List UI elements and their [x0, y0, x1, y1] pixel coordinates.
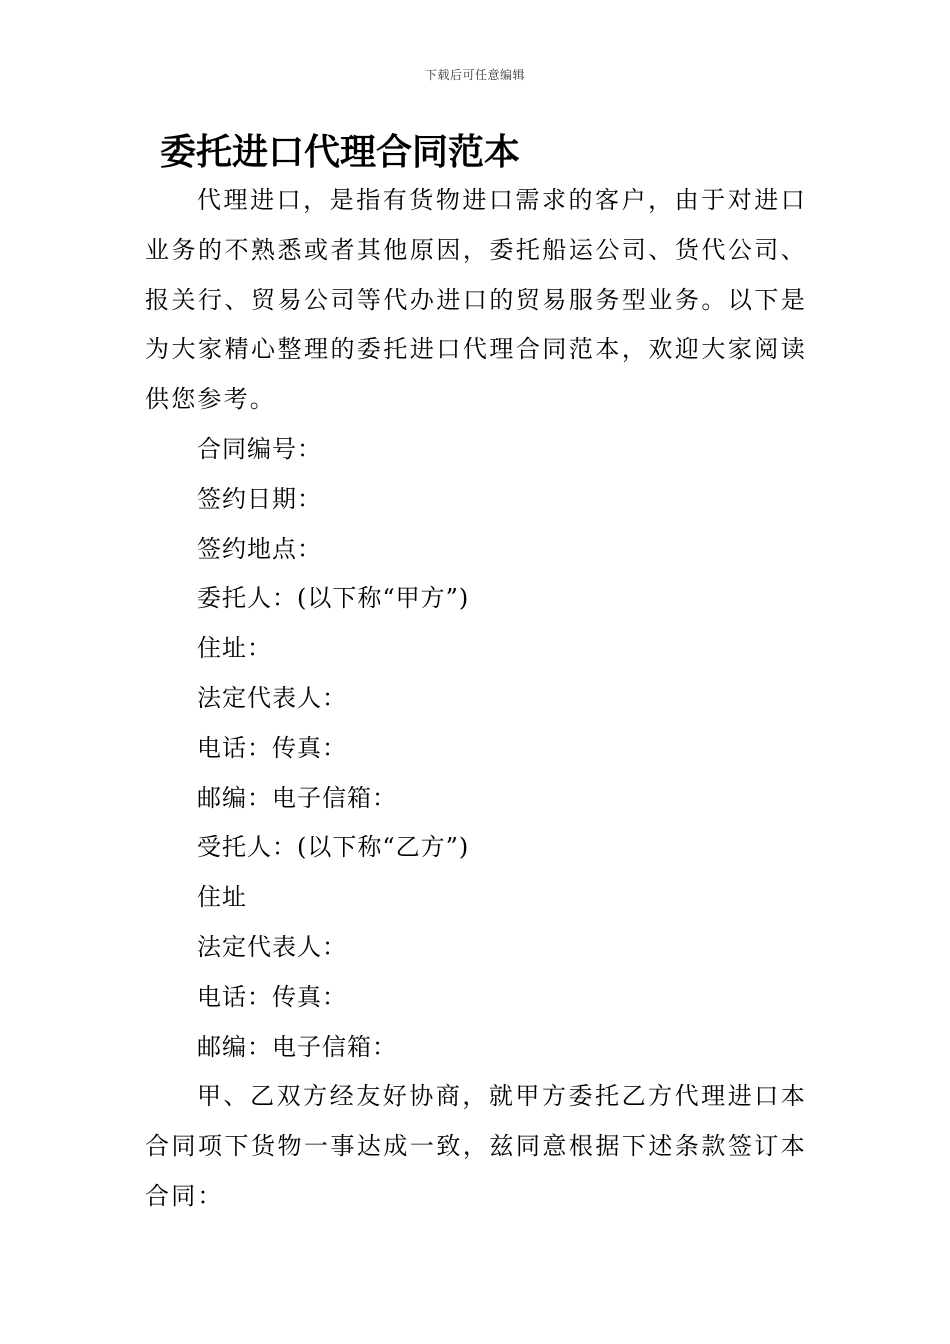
signing-date-field: 签约日期： — [197, 484, 322, 513]
principal-phone-fax-field: 电话：传真： — [197, 733, 347, 762]
agent-legal-rep-field: 法定代表人： — [197, 932, 347, 961]
principal-legal-rep-field: 法定代表人： — [197, 683, 347, 712]
principal-postcode-email-field: 邮编：电子信箱： — [197, 783, 397, 812]
document-body — [145, 176, 807, 1222]
principal-address-field: 住址： — [197, 634, 272, 663]
contract-number-field: 合同编号： — [197, 434, 322, 463]
signing-place-field: 签约地点： — [197, 534, 322, 563]
header-note: 下载后可任意编辑 — [424, 68, 525, 82]
agent-address-field: 住址 — [197, 883, 247, 912]
principal-field: 委托人：(以下称“甲方”) — [197, 584, 470, 613]
intro-paragraph: 代理进口，是指有货物进口需求的客户，由于对进口业务的不熟悉或者其他原因，委托船运公司、货代公司、报关行、贸易公司等代办进口的贸易服务型业务。以下是为大家精心整理的委托进口代理合同范本，欢迎大家阅读供您参考。 — [145, 186, 807, 414]
agent-field: 受托人：(以下称“乙方”) — [197, 833, 470, 862]
document-title: 委托进口代理合同范本 — [160, 132, 521, 173]
agent-postcode-email-field: 邮编：电子信箱： — [197, 1032, 397, 1061]
closing-paragraph: 甲、乙双方经友好协商，就甲方委托乙方代理进口本合同项下货物一事达成一致，兹同意根据下述条款签订本合同： — [145, 1082, 807, 1210]
agent-phone-fax-field: 电话：传真： — [197, 982, 347, 1011]
